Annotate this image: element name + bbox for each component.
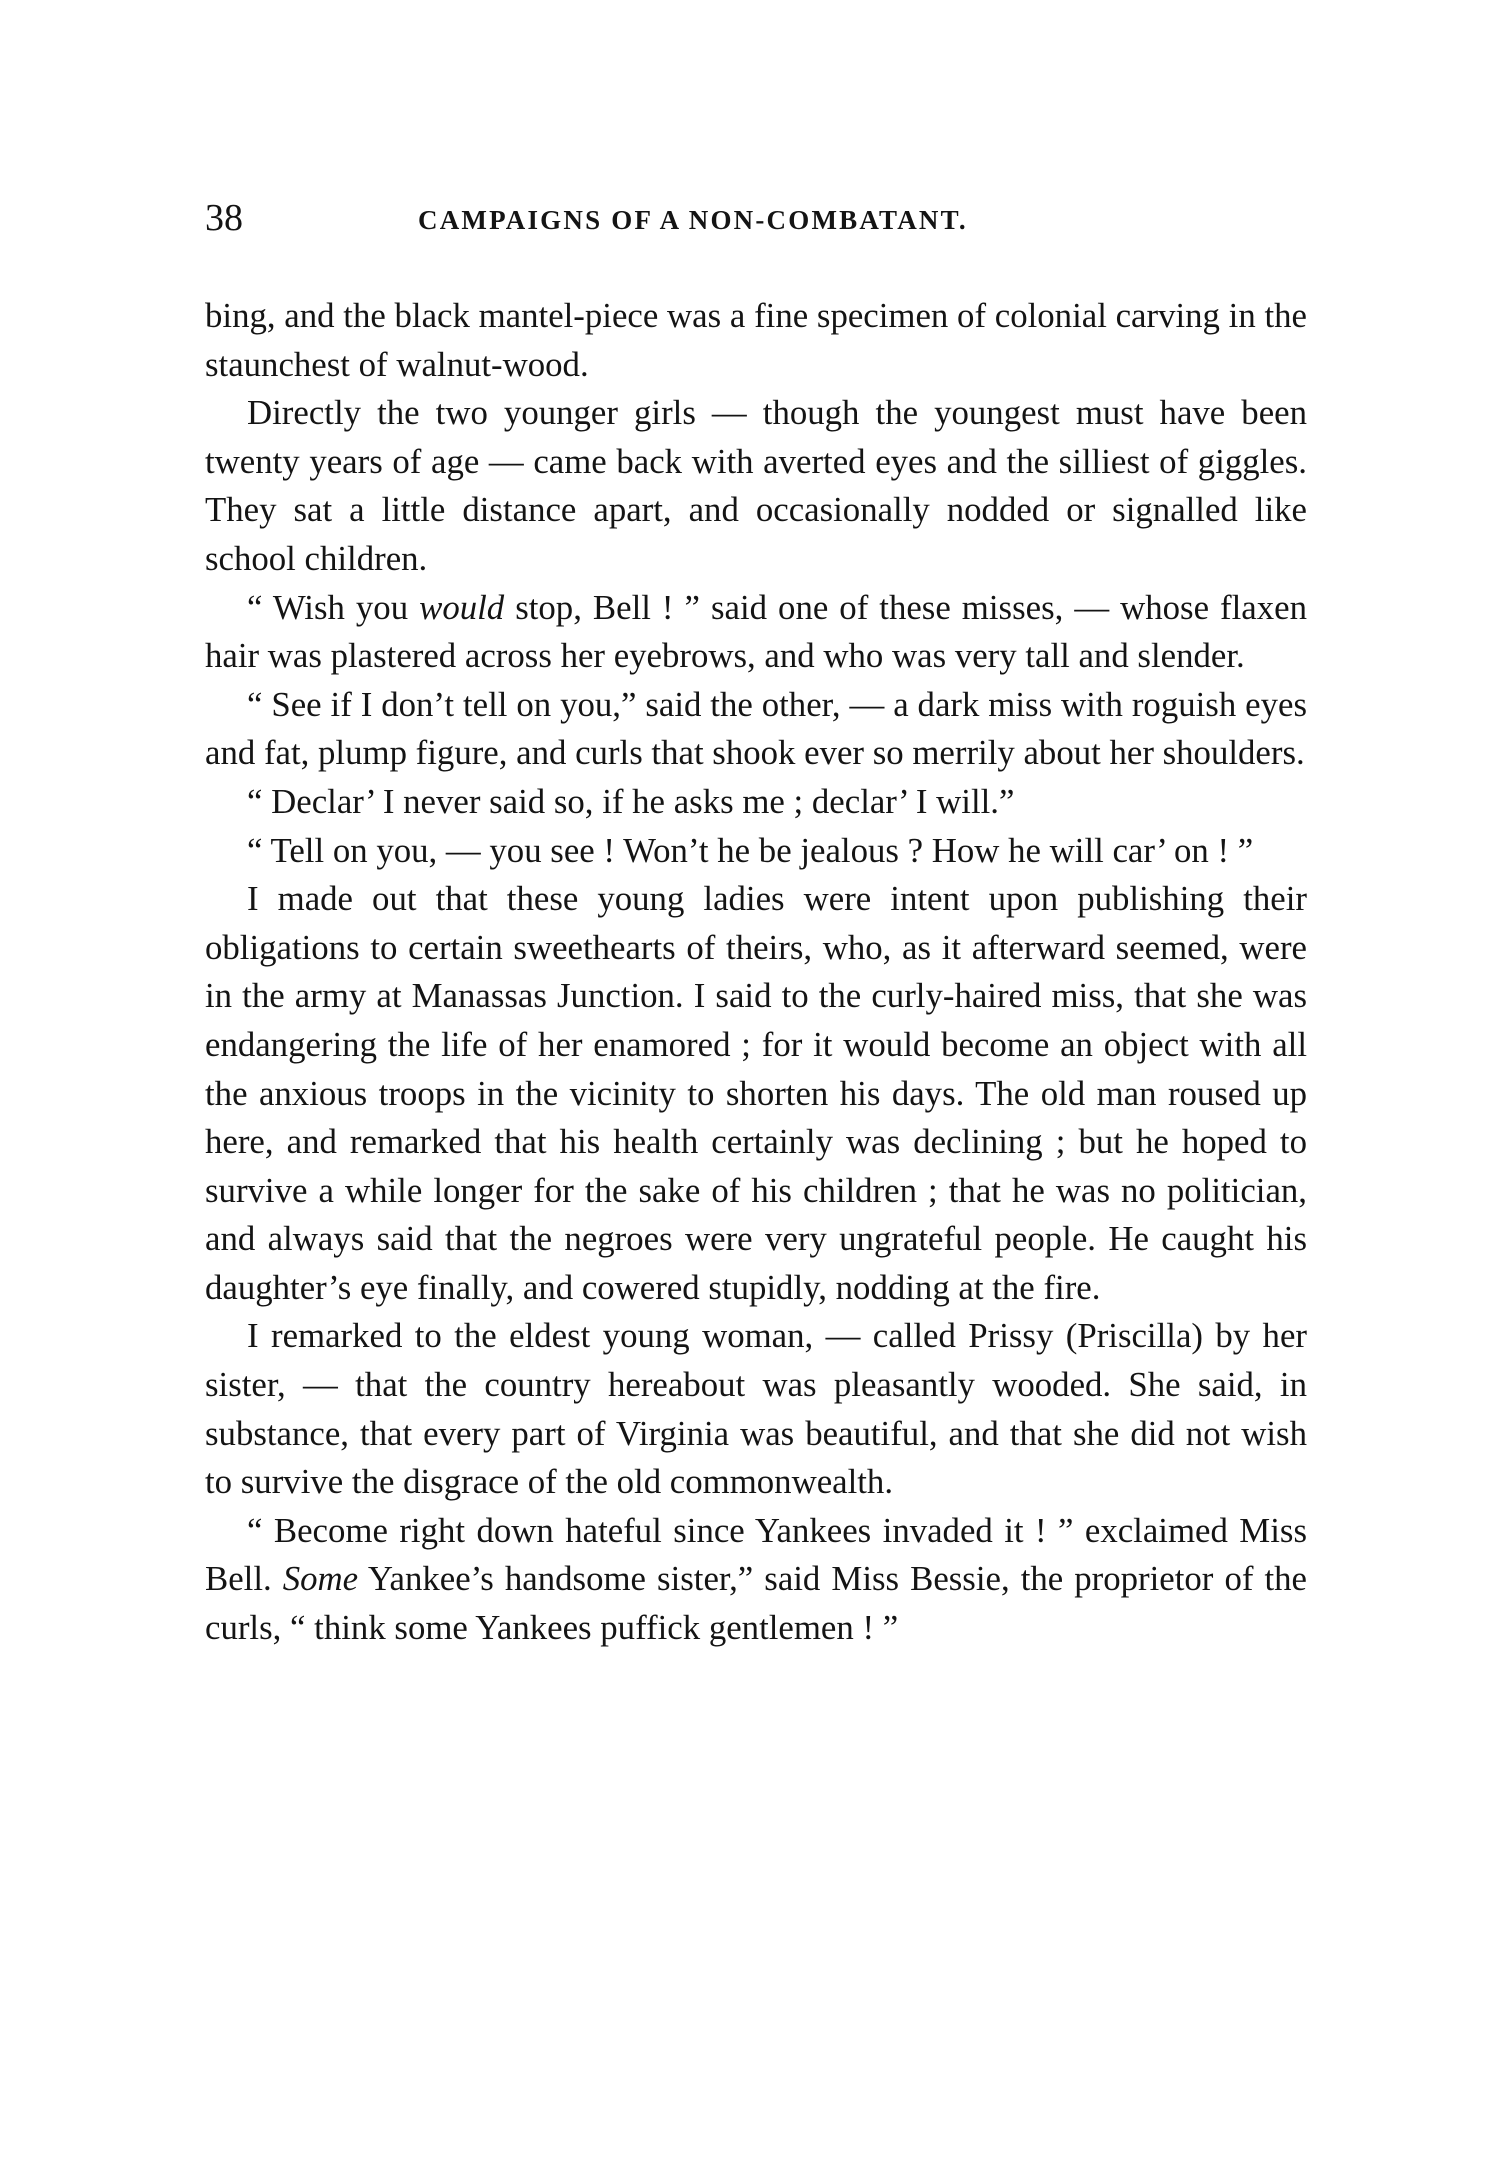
paragraph-1: bing, and the black mantel-piece was a fine specimen of colonial carving in the staunchest of walnut-wood.	[205, 296, 1307, 384]
page-header	[205, 193, 1307, 243]
paragraph-9-pre: “ Become right down hateful since Yankees invaded it ! ” exclaimed Miss Bell.	[205, 1510, 1307, 1599]
paragraph-3-emphasis: would	[419, 587, 505, 627]
paragraph-4: “ See if I don’t tell on you,” said the other, — a dark miss with roguish eyes and fat, plump figure, and curls that shook ever so merrily about her shoulders.	[205, 684, 1307, 773]
paragraph-3	[205, 584, 1307, 681]
book-page	[205, 0, 1307, 2178]
paragraph-2: Directly the two younger girls — though the youngest must have been twenty years of age — came back with averted eyes and the silliest of giggles. They sat a little distance apart, and occasionally nodded or signalled like school children.	[205, 393, 1307, 578]
paragraph-7: I made out that these young ladies were intent upon publishing their obligations to certain sweethearts of theirs, who, as it afterward seemed, were in the army at Manassas Junction. I said to the curly-haired miss, that she was endangering the life of her enamored ; for it would become an object with all the anxious troops in the vicinity to shorten his days. The old man roused up here, and remarked that his health certainly was declining ; but he hoped to survive a while longer for the sake of his children ; that he was no politician, and always said that the negroes were very ungrateful people. He caught his daughter’s eye finally, and cowered stupidly, nodding at the fire.	[205, 879, 1307, 1307]
paragraph-3-pre: “ Wish you	[247, 587, 420, 627]
paragraph-3-post: stop, Bell ! ” said one of these misses, — whose flaxen hair was plastered across her eyebrows, and who was very tall and slender.	[205, 587, 1307, 676]
paragraph-8: I remarked to the eldest young woman, — called Prissy (Priscilla) by her sister, — that the country hereabout was pleasantly wooded. She said, in substance, that every part of Virginia was beautiful, and that she did not wish to survive the disgrace of the old commonwealth.	[205, 1316, 1307, 1502]
running-head: CAMPAIGNS OF A NON-COMBATANT.	[418, 205, 968, 235]
paragraph-6: “ Tell on you, — you see ! Won’t he be jealous ? How he will car’ on ! ”	[247, 830, 1254, 870]
page-number: 38	[205, 197, 243, 239]
paragraph-9	[205, 1507, 1307, 1653]
paragraph-5: “ Declar’ I never said so, if he asks me ; declar’ I will.”	[247, 781, 1015, 821]
paragraph-9-post: Yankee’s handsome sister,” said Miss Bessie, the proprietor of the curls, “ think some Yankees puffick gentlemen ! ”	[205, 1559, 1307, 1648]
paragraph-9-emphasis: Some	[282, 1559, 359, 1599]
body-text	[205, 292, 1307, 1653]
